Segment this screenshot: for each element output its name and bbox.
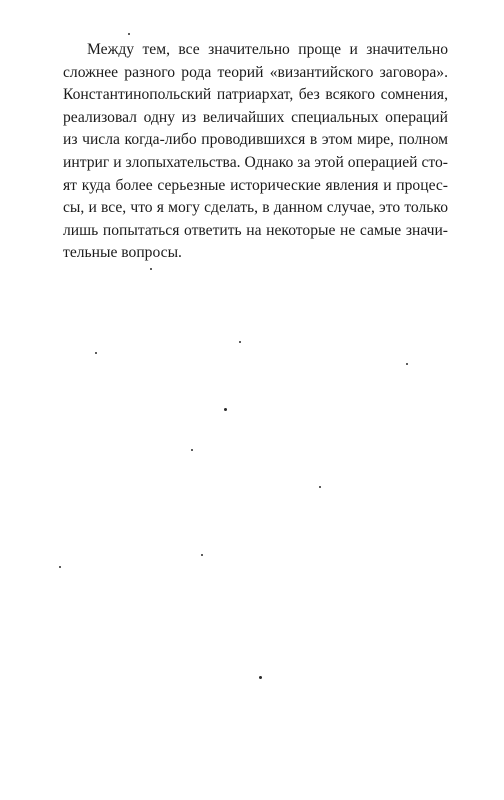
scan-speck: [128, 33, 130, 35]
scan-speck: [201, 554, 203, 556]
scan-speck: [239, 341, 241, 343]
paragraph-line: Константинопольский патриархат, без всякого сомнения,: [63, 86, 448, 104]
scan-speck: [224, 408, 227, 411]
scan-speck: [319, 486, 321, 488]
paragraph-line: Между тем, все значительно проще и значительно: [87, 41, 448, 58]
scan-speck: [406, 363, 408, 365]
paragraph-line: ят куда более серьезные исторические явления и процес-: [63, 176, 448, 194]
paragraph-line: тельные вопросы.: [63, 244, 182, 262]
scan-speck: [259, 676, 262, 679]
paragraph-line: реализовал одну из величайших специальных операций: [63, 108, 448, 126]
scan-speck: [59, 566, 61, 568]
paragraph-line: из числа когда-либо проводившихся в этом мире, полном: [63, 131, 448, 149]
paragraph-line: интриг и злопыхательства. Однако за этой операцией сто-: [63, 153, 448, 171]
scan-speck: [191, 449, 193, 451]
paragraph-line: сложнее разного рода теорий «византийского заговора».: [63, 63, 448, 81]
paragraph-line: лишь попытаться ответить на некоторые не самые значи-: [63, 221, 448, 239]
scan-speck: [150, 268, 152, 270]
paragraph-line: сы, и все, что я могу сделать, в данном случае, это только: [63, 199, 448, 217]
scan-speck: [95, 352, 97, 354]
body-paragraph: [63, 39, 448, 265]
